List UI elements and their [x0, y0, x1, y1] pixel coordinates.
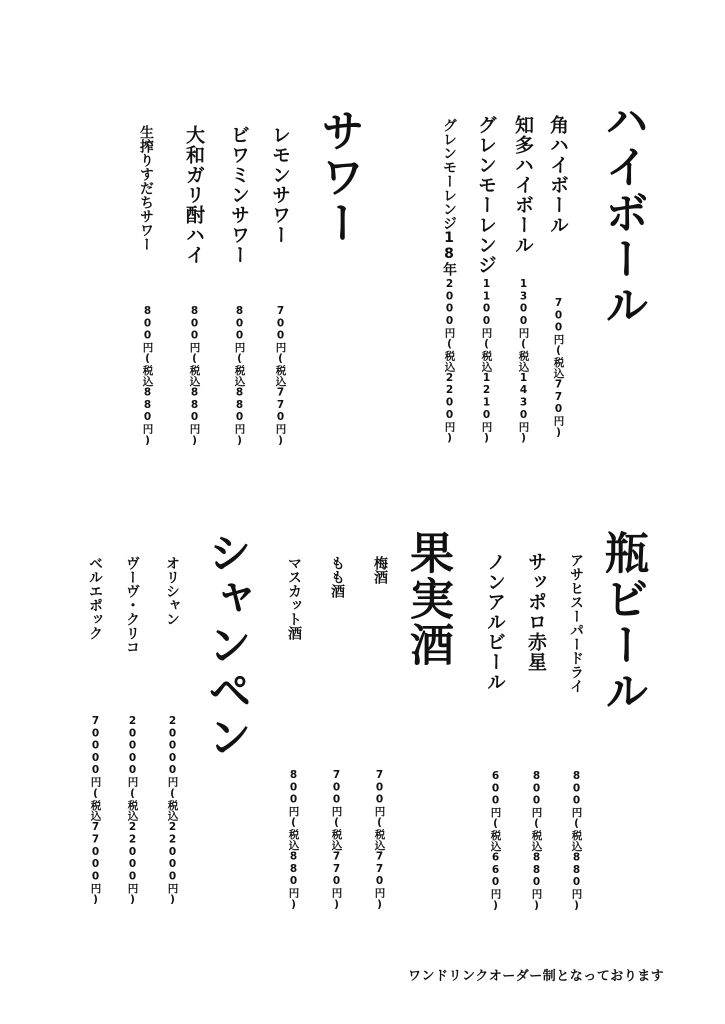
section-title-champagne: シャンペン [200, 530, 251, 760]
menu-item-price: 800円(税込880円) [570, 770, 583, 912]
menu-item-price: 20000円(税込22000円) [166, 715, 179, 906]
section-title-highball: ハイボール [597, 98, 648, 328]
menu-item-price: 20000円(税込22000円) [126, 715, 139, 906]
menu-item-price: 800円(税込880円) [141, 305, 154, 447]
menu-item-price: 800円(税込880円) [188, 305, 201, 447]
menu-item-price: 600円(税込660円) [489, 770, 502, 912]
menu-item-price: 1100円(税込1210円) [480, 278, 493, 445]
menu-item-name: アサヒスーパードライ [568, 553, 584, 693]
menu-item-name: グレンモーレンジ [475, 115, 497, 275]
menu-item-name: ノンアルビール [484, 552, 506, 692]
menu-item-name: グレンモーレンジ18年 [441, 118, 457, 276]
menu-item-name: ビワミンサワー [228, 125, 250, 265]
menu-item-name: オリシャン [164, 556, 180, 626]
menu-item-name: 角ハイボール [547, 115, 569, 235]
menu-item-price: 700円(税込770円) [552, 297, 565, 439]
menu-item-name: 梅酒 [372, 556, 388, 584]
menu-item-name: ヴーヴ・クリコ [124, 556, 140, 654]
menu-item-name: マスカット酒 [286, 556, 302, 640]
section-title-fruit-wine: 果実酒 [402, 530, 453, 668]
menu-item-price: 70000円(税込77000円) [89, 715, 102, 906]
menu-item-name: サッポロ赤星 [525, 552, 547, 672]
menu-item-price: 2000円(税込2200円) [443, 278, 456, 445]
menu-item-name: レモンサワー [269, 125, 291, 245]
menu-item-name: ベルエポック [87, 556, 103, 640]
menu-item-price: 1300円(税込1430円) [517, 278, 530, 445]
menu-item-name: 生搾りすだちサワー [138, 125, 154, 251]
menu-item-name: 大和ガリ酎ハイ [183, 125, 205, 265]
menu-item-price: 800円(税込880円) [287, 769, 300, 911]
footer-note: ワンドリンクオーダー制となっております [408, 969, 665, 984]
menu-item-price: 700円(税込770円) [373, 769, 386, 911]
menu-item-price: 700円(税込770円) [330, 769, 343, 911]
menu-item-price: 800円(税込880円) [530, 770, 543, 912]
section-title-bottle-beer: 瓶ビール [597, 530, 648, 714]
menu-item-price: 700円(税込770円) [274, 305, 287, 447]
section-title-sour: サワー [313, 108, 364, 246]
menu-item-name: 知多ハイボール [512, 115, 534, 255]
menu-item-name: もも酒 [329, 556, 345, 598]
menu-item-price: 800円(税込880円) [233, 305, 246, 447]
